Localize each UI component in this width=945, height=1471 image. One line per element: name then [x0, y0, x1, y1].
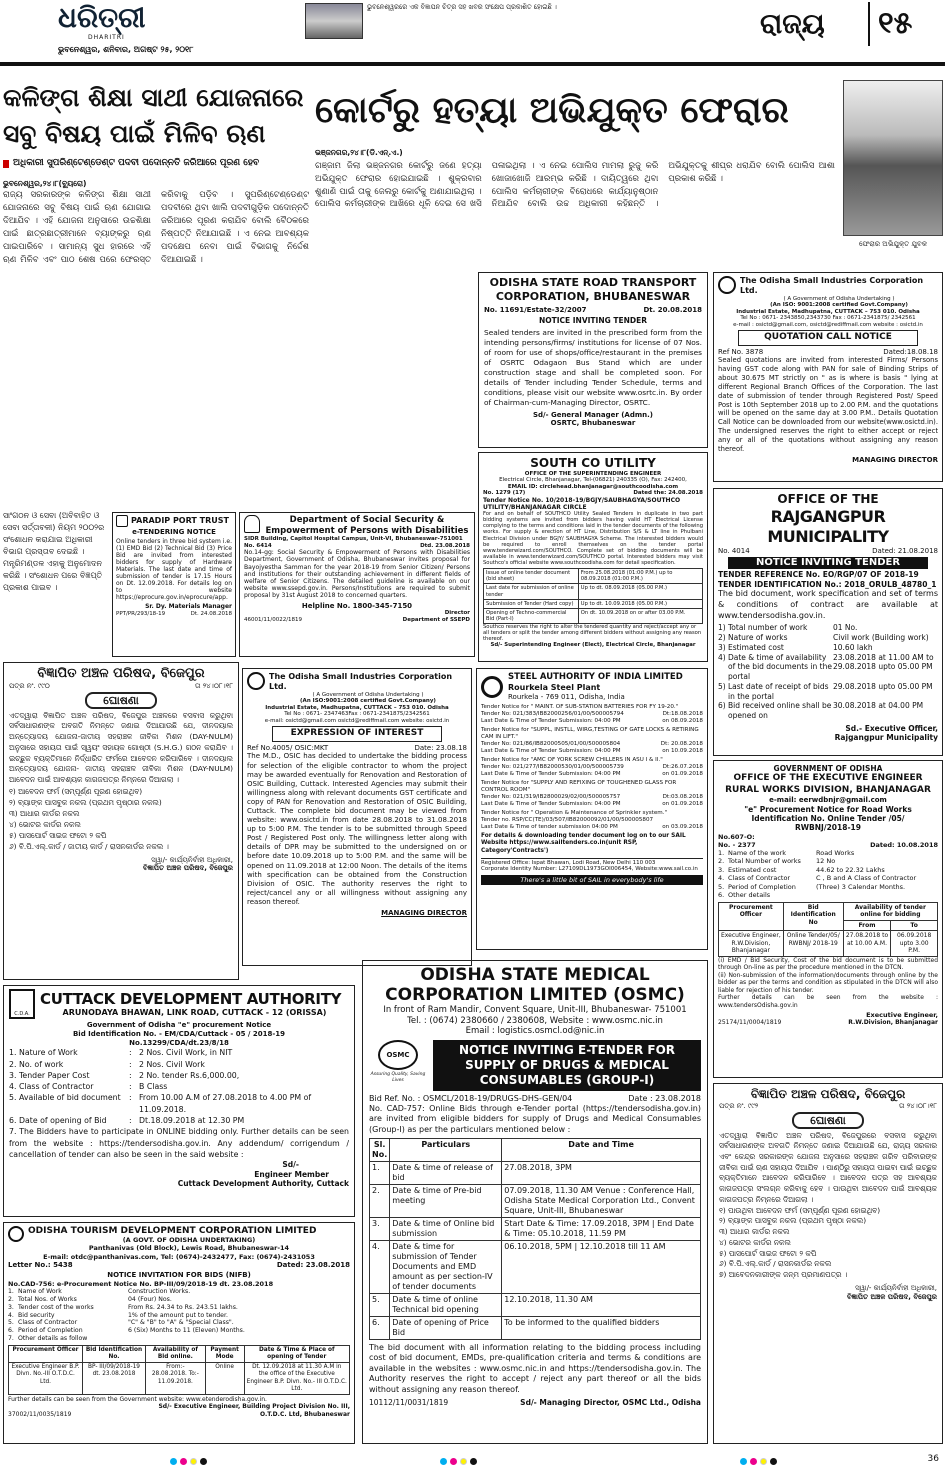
- rw-table: [718, 902, 938, 957]
- vij1-items: [9, 786, 233, 853]
- osmc-intro: No. CAD-757: Online Bids through e-Tender portal (https://tendersodisha.gov.in) are invited from eligible bidders for supply of Drugs and Medical Consumables (Group-I) as per the particulars mentioned below :: [369, 1103, 701, 1134]
- list-item: ୫) ପାସପୋର୍ଟ ସାଇଜ ଫଟୋ ୨ କପି: [719, 1248, 817, 1258]
- osic-ref: Ref No. 3878: [718, 347, 764, 356]
- list-item: Tender Notice for " Operation & Maintenance of Sprinkler system." Tender no. RSP/CC(TE)/03/507/IB82000092/01/00/500005807 Last Date & Time of tender submission 04:00 PM on 03.09.2018: [481, 810, 703, 831]
- list-item: 3. Estimated cost 44.62 to 22.32 Lakhs: [718, 865, 885, 874]
- osic-addr: Industrial Estate, Madhupatna, CUTTACK – 753 010. Odisha: [736, 308, 920, 315]
- cda-sign-3: Cuttack Development Authority, Cuttack: [177, 1178, 349, 1188]
- vij2-heading: ଘୋଷଣା: [792, 1112, 864, 1129]
- list-item: ୬) ବି.ପି.ଏଲ୍.କାର୍ଡ / ଜାତୀୟ କାର୍ଡ / ରାସନକାର୍ଡର ନକଲ ।: [9, 842, 169, 852]
- banner-news: [367, 3, 747, 55]
- otdc-sub-2: Panthanivas (Old Block), Lewis Road, Bhubaneswar-14: [88, 1243, 290, 1252]
- eoi-sub-1: ( A Government of Odisha Undertaking ): [312, 692, 424, 698]
- logo-subtext: DHARITRI: [88, 34, 125, 41]
- section-label: [760, 4, 860, 44]
- accused-photo: [843, 80, 943, 236]
- section-title: ରାଜ୍ୟ: [760, 7, 825, 40]
- list-item: 4. Bid security 1% of the amount put to tender.: [8, 1311, 228, 1319]
- photo-caption: ଫେରାର ଅଭିଯୁକ୍ତ ଯୁବକ: [858, 240, 927, 248]
- list-item: ୬) ବି.ପି.ଏଲ୍.କାର୍ଡ / ରାସନକାର୍ଡର ନକଲ: [719, 1259, 832, 1269]
- list-item: 2. No. of work : 2 Nos. Civil Work: [9, 1059, 205, 1069]
- osmc-table: [369, 1138, 701, 1340]
- table-row: 4. Date & time for submission of Tender Documents and EMD amount as per section-IV of tender documents 06.10.2018, 5PM | 12.10.2018 till 11 AM: [370, 1241, 701, 1294]
- rgp-sign-1: Sd.- Executive Officer,: [845, 723, 938, 733]
- southco-notice: Tender Notice No. 10/2018-19/BGJY/SAUBHAGYA/SOUTHCO UTILITY/BHANJANAGAR CIRCLE: [483, 496, 681, 512]
- list-item: ୧) ପାଉଥିବା ଆବେଦନ ଫର୍ମ (ସମ୍ପୂର୍ଣ୍ଣ ପୂରଣ ହୋଇଥିବ): [719, 1205, 881, 1215]
- registration-dot: [200, 1458, 207, 1465]
- ad-sail: [476, 668, 708, 950]
- ad-cda: [3, 985, 355, 1217]
- table-row: Submission of Tender (Hard copy) Up to dt. 10.09.2018 (05.00 P.M.): [484, 599, 703, 608]
- list-item: 1) Total number of work 01 No.: [718, 623, 858, 633]
- eoi-sign: MANAGING DIRECTOR: [381, 909, 467, 918]
- southco-footer: Southco reserves the right to alter the tendered quantity and reject/accept any or all tenders or split the tender among different bidders without assigning any reason thereof.: [483, 624, 702, 643]
- banner-text: ଭୁବନେଶ୍ୱରରେ ଏକ ବିଜ୍ଞାପନ ଚିତ୍ର ସହ ଖବର ସଂକ୍ଷେପ ପ୍ରକାଶିତ ହୋଇଛି ।: [367, 3, 557, 11]
- otdc-logo-icon: [8, 1226, 24, 1242]
- list-item: 4. Class of Contractor C , B and A Class of Contractor: [718, 874, 917, 883]
- list-item: ୪) ଭୋଟର କାର୍ଡର ନକଲ: [9, 820, 81, 830]
- masthead: [0, 0, 945, 72]
- ad-paradip: [112, 512, 236, 657]
- registration-dot: [440, 1458, 447, 1465]
- headline-line-1: କଳିଙ୍ଗ ଶିକ୍ଷା ସାଥୀ ଯୋଜନାରେ: [3, 83, 304, 112]
- footer-page-number: 36: [927, 1454, 939, 1464]
- osmc-email: Email : logistics.osmcl.od@nic.in: [465, 1026, 605, 1037]
- rgp-title-1: OFFICE OF THE: [777, 492, 879, 506]
- banner-photo: [305, 3, 363, 39]
- story-fugitive: [315, 80, 943, 270]
- eoi-tel: Tel No : 0671- 2347463Fax : 0671-2341875/2342561: [284, 711, 430, 718]
- cda-sign-1: Sd/-: [282, 1160, 299, 1170]
- osic-sub-1: ( A Government of Odisha Undertaking ): [783, 296, 895, 302]
- table-row: 2. Date & time of Pre-bid meeting 07.09.2018, 11.30 AM Venue : Conference Hall, Odisha State Medical Corporation Ltd., Convent Square, Unit-III, Bhubaneswar: [370, 1185, 701, 1218]
- vij2-no: ପତ୍ର ନଂ. ୯୯୨: [719, 1102, 759, 1110]
- cda-addr: ARUNODAYA BHAWAN, LINK ROAD, CUTTACK - 12 (ORISSA): [62, 1008, 327, 1018]
- sail-logo-icon: [481, 676, 503, 698]
- vij1-heading: ଘୋଷଣା: [85, 692, 157, 709]
- paradip-body: Online tenders in three bid system i.e. (1) EMD Bid (2) Technical Bid (3) Price Bid are invited from interested bidders for supply of Hardware Materials. The last date and time of submission of tender is 17.15 Hours on Dt. 12.09.2018. For details log on to website https://eprocure.gov.in/eprocure/app.: [116, 537, 232, 602]
- ssepd-no: No. 6414: [244, 542, 272, 549]
- osic-sign: MANAGING DIRECTOR: [852, 455, 938, 464]
- date-line: ଭୁବନେଶ୍ୱର, ଶନିବାର, ଅଗଷ୍ଟ ୨୫, ୨୦୧୮: [58, 45, 194, 54]
- table-header: Sl. No. Particulars Date and Time: [370, 1139, 701, 1162]
- ad-ssepd: [239, 512, 475, 657]
- paradip-heading: e-TENDERING NOTICE: [132, 528, 216, 536]
- list-item: 7. Other details as follow: [8, 1334, 88, 1342]
- osmc-bid-ref: Bid Ref. No. : OSMCL/2018-19/DRUGS-DHS-GEN/04: [369, 1093, 573, 1103]
- list-item: 5) Last date of receipt of bids in the portal 29.08.2018 upto 05.00 PM: [718, 681, 933, 701]
- eoi-sub-2: (An ISO:9001:2008 certified Govt.Company): [300, 698, 436, 705]
- vij1-title: ବିଜ୍ଞାପିତ ଅଞ୍ଚଳ ପରିଷଦ, ବିଜେପୁର: [37, 666, 205, 681]
- list-item: Tender Notice for " MAINT. OF SUB-STATION BATTERIES FOR FY 19-20." Tender No: 021/383/IB82000256/01/00/500005794 Dt:18.08.2018 Last Date & Time of Tender Submission: 04:00 PM on 08.09.2018: [481, 704, 703, 725]
- registration-dot: [760, 1458, 767, 1465]
- list-item: 6. Date of opening of Bid : Dt.18.09.2018 at 12.30 PM: [9, 1116, 245, 1126]
- list-item: 2) Nature of works Civil work (Building work): [718, 633, 929, 643]
- vij1-no: ପତ୍ର ନଂ. ୯୯୦: [9, 682, 50, 691]
- registration-dot: [170, 1458, 177, 1465]
- registration-dot: [770, 1458, 777, 1465]
- ad-otdc: [3, 1222, 355, 1444]
- osmc-bid-date: Date : 23.08.2018: [628, 1093, 701, 1103]
- osmc-code: 10112/11/0031/1819: [369, 1398, 449, 1407]
- list-item: 4) Date & time of availability of the bid documents in the portal 23.08.2018 at 11.00 AM to 29.08.2018 upto 05.00 PM: [718, 652, 934, 682]
- registration-dot: [750, 1458, 757, 1465]
- osrtc-title-2: CORPORATION, BHUBANESWAR: [495, 289, 691, 303]
- table-row: 6. Date of opening of Price Bid To be informed to the qualified bidders: [370, 1317, 701, 1340]
- list-item: 2. Total Nos. of Works 04 (Four) Nos.: [8, 1296, 172, 1304]
- vij2-title: ବିଜ୍ଞାପିତ ଅଞ୍ଚଳ ପରିଷଦ, ବିଜେପୁର: [750, 1087, 906, 1101]
- table-header: Procurement Officer Bid Identification No Availability of tender online for bidding: [719, 902, 938, 920]
- table-row: Executive Engineer, R.W.Division, Bhanjanagar Online Tender/05/ RWBNJ/ 2018-19 27.08.2018 to at 10.00 A.M. 06.09.2018 upto 3.00 P.M.: [719, 931, 938, 957]
- ssepd-code: 46001/11/0022/1819: [244, 617, 303, 624]
- rw-rows: [718, 849, 938, 900]
- sail-footer: For details & downloading tender document log on to our SAIL Website https://www.sailtenders.co.in(unit RSP, Category'Contracts'): [481, 833, 686, 854]
- ad-osic-eoi: [242, 668, 472, 966]
- vij2-items: [719, 1206, 937, 1281]
- osrtc-subtitle: NOTICE INVITING TENDER: [538, 316, 648, 326]
- otdc-sign-2: O.T.D.C. Ltd, Bhubaneswar: [259, 1410, 350, 1418]
- list-item: 3. Tender cost of the works From Rs. 24.34 to Rs. 243.51 lakhs.: [8, 1303, 238, 1311]
- cda-sub-2: Bid Identification No. - EM/CDA/Cuttack - 05 / 2018-19: [72, 1029, 286, 1038]
- cda-logo: C.D.A.: [9, 989, 35, 1019]
- osmc-title-2: CORPORATION LIMITED (OSMC): [385, 985, 685, 1005]
- story-kalinga: [3, 80, 309, 510]
- ssepd-sign-1: Director: [444, 610, 470, 617]
- otdc-date: Dated: 23.08.2018: [276, 1260, 350, 1269]
- osrtc-sign-2: OSRTC, Bhubaneswar: [550, 419, 636, 428]
- registration-dot: [190, 1458, 197, 1465]
- ship-icon: [116, 515, 128, 527]
- rw-notes: (i) EMD / Bid Security, Cost of the bid document is to be submitted through On-line as per the procedure mentioned in the DTCN. (ii) Non-submission of the information/documents through online by the bidder as per the terms and condition as stipulated in the DTCN will also liable for rejection of his tender. Further details can be seen from the website : www.tendersOdisha.gov.in: [718, 956, 938, 1009]
- ssepd-title-2: Empowerment of Persons with Disabilities: [265, 525, 469, 536]
- list-item: Tender Notice for "SUPPLY AND REFIXING OF TOUGHENED GLASS FOR CONTROL ROOM" Tender No: 021/319/IB2800029/02/00/500005757 Dt:03.08.2018 Last Date & Time of Tender Submission: 04:00 PM on 01.09.2018: [481, 780, 703, 808]
- sail-notices: [481, 704, 703, 831]
- rw-title-1: OFFICE OF THE EXECUTIVE ENGINEER: [733, 773, 923, 784]
- list-item: 3. Tender Paper Cost : 2 No. tender Rs.6,000.00,: [9, 1070, 240, 1080]
- ad-rajgangpur: [713, 488, 943, 756]
- sail-title: STEEL AUTHORITY OF INDIA LIMITED: [508, 672, 683, 682]
- subhead: ଅଧିକାରୀ ସୁପରିଣ୍ଟେଣ୍ଡେଣ୍ଟ ପଦବୀ ପଦୋନ୍ନତି ଜରିଆରେ ପୂରଣ ହେବ: [3, 158, 309, 169]
- list-item: ୨) ବ୍ୟାଙ୍କ ପାସବୁକ ନକଲ (ପ୍ରଥମ ପୃଷ୍ଠା ନକଲ): [719, 1216, 867, 1226]
- cda-sign-2: Engineer Member: [254, 1169, 329, 1179]
- table-row: Last date for submission of online tender Up to dt. 08.09.2018 (05.00 P.M.): [484, 584, 703, 599]
- ad-osic-quotation: [713, 272, 943, 482]
- southco-ref: No. 1279 (17): [483, 490, 526, 497]
- otdc-sub-3: E-mail: otdc@panthanivas.com, Tel: (0674)-2432477, Fax: (0674)-2431053: [43, 1252, 315, 1261]
- osic-logo-icon: [718, 276, 736, 294]
- headline: କୋର୍ଟରୁ ହତ୍ୟା ଅଭିଯୁକ୍ତ ଫେରାର: [315, 90, 789, 131]
- rgp-heading: NOTICE INVITING TENDER: [728, 557, 928, 570]
- list-item: 2. Total Number of works 12 No: [718, 857, 836, 866]
- rgp-ref-1: TENDER REFERENCE No. EO/RGP/07 OF 2018-19: [718, 570, 919, 580]
- rgp-rows: [718, 623, 938, 721]
- list-item: 5. Available of bid document : From 10.00 A.M of 27.08.2018 to 4.00 PM of 11.09.2018.: [9, 1093, 312, 1114]
- ssepd-sign-2: Department of SSEPD: [402, 617, 470, 624]
- vij2-sign-2: ବିଜ୍ଞାପିତ ଅଞ୍ଚଳ ପରିଷଦ, ବିଜେପୁର: [846, 1292, 937, 1301]
- list-item: 4. Class of Contractor : B Class: [9, 1082, 168, 1092]
- rgp-date: Dated: 21.08.2018: [872, 547, 938, 555]
- rw-gov: GOVERNMENT OF ODISHA: [773, 764, 883, 773]
- table-row: Issue of online tender document (bid sheet) From 25.08.2018 (01:00 P.M.) up to 08.09.2018 (01:00 P.M.): [484, 569, 703, 584]
- osic-heading: QUOTATION CALL NOTICE: [738, 330, 918, 345]
- osic-sub-2: (An ISO: 9001:2008 certified Govt.Company): [770, 302, 908, 309]
- cda-no: No.13299/CDA/dt.23/8/18: [129, 1038, 229, 1047]
- vij1-sign-1: ସ୍ୱା/- କାର୍ଯ୍ୟନିର୍ବାହୀ ଅଧିକାରୀ,: [151, 855, 233, 864]
- osrtc-body: Sealed tenders are invited in the prescribed form from the intending persons/firms/ institutions for license of 07 Nos. of room for use of shops/office/restaurant in the premises of OSRTC Odagaon Bus Stand which are under construction stage and shall be completed soon. For details of Tender including Tender Schedule, terms and conditions, please visit our website www.osrtc.in. By order of Chairman-cum-Managing Director, OSRTC.: [484, 327, 702, 407]
- ad-vijnapti-1: [3, 662, 239, 980]
- sail-reg-1: Registered Office: Ispat Bhawan, Lodi Road, New Delhi 110 003: [481, 859, 656, 866]
- otdc-code: 37002/11/0035/1819: [8, 1410, 72, 1418]
- osrtc-title-1: ODISHA STATE ROAD TRANSPORT: [489, 276, 697, 289]
- story-body: ଗଞ୍ଜାମ ଜିଲା ଭଞ୍ଜନଗର କୋର୍ଟରୁ ଜଣେ ହତ୍ୟା ଅଭିଯୁକ୍ତ ଫେରାର ହୋଇଯାଇଛି । ଶୁକ୍ରବାର ଶୁଣାଣି ପାଇଁ ତାକୁ ଜେଲରୁ କୋର୍ଟକୁ ଅଣାଯାଇଥିଲା । ପୋଲିସ କର୍ମଚାରୀଙ୍କ ଆଖିରେ ଧୂଳି ଦେଇ ସେ ଖସି ପଳାଇଥିଲା । ଏ ନେଇ ପୋଲିସ ମାମଲା ରୁଜୁ କରି ଖୋଜାଖୋଜି ଆରମ୍ଭ କରିଛି । ଦାୟିତ୍ୱରେ ଥିବା ପୋଲିସ କର୍ମଚାରୀଙ୍କ ବିରୋଧରେ କାର୍ଯ୍ୟାନୁଷ୍ଠାନ ନିଆଯିବ ବୋଲି ଉଚ୍ଚ ଅଧିକାରୀ କହିଛନ୍ତି । ଅଭିଯୁକ୍ତକୁ ଶୀଘ୍ର ଧରାଯିବ ବୋଲି ପୋଲିସ ଆଶା ପ୍ରକାଶ କରିଛି ।: [315, 161, 835, 210]
- table-header: From To: [719, 920, 938, 931]
- osmc-logo-icon: OSMC: [378, 1040, 418, 1070]
- list-item: Tender Notice for "AMC OF YORK SCREW CHILLERS IN ASU I & II." Tender No: 021/277/IB82000530/01/00/500005739 Dt:26.07.2018 Last Date & Time of Tender Submission: 04:00 PM on 01.09.2018: [481, 757, 703, 778]
- rw-title-2: RURAL WORKS DIVISION, BHANJANAGAR: [725, 784, 931, 795]
- osic-tel: Tel No : 0671- 2343850,2343730 Fax : 0671-2341875/ 2342561: [740, 315, 916, 322]
- osrtc-date: Dt. 20.08.2018: [643, 305, 702, 314]
- rw-notice-1: "e" Procurement Notice for Road Works: [744, 804, 912, 814]
- osmc-title-1: ODISHA STATE MEDICAL: [420, 965, 650, 985]
- ssepd-addr: SIDR Building, Capitol Hospital Campus, Unit-VI, Bhubaneswar-751001: [244, 536, 463, 543]
- sail-reg-2: Corporate Identity Number: L27109DL1973GOI006454, Website:www.sail.co.in: [481, 866, 698, 873]
- eoi-addr: Industrial Estate, Madhupatna, CUTTACK – 753 010. Odisha: [265, 704, 449, 711]
- bullet-icon: [3, 160, 9, 168]
- list-item: 6) Bid received online shall be opened on 30.08.2018 at 04.00 PM: [718, 701, 924, 721]
- vij1-date: ତା ୨୪।୦୮।୧୮: [194, 682, 233, 691]
- rgp-title-2: RAJGANGPUR MUNICIPALITY: [767, 507, 889, 546]
- otdc-letter: Letter No.: 5438: [8, 1260, 73, 1269]
- otdc-sub-1: (A GOVT. OF ODISHA UNDERTAKING): [122, 1236, 256, 1245]
- story-dateline: ଭୁବନେଶ୍ୱର,୨୪।୮(ବ୍ୟୁରୋ): [3, 179, 87, 189]
- southco-sub-1: OFFICE OF THE SUPERINTENDING ENGINEER: [524, 471, 662, 477]
- ssepd-helpline: Helpline No. 1800-345-7150: [301, 601, 413, 610]
- otdc-subheading: No.CAD-756: e-Procurement Notice No. BP-III/09/2018-19 dt. 23.08.2018: [8, 1280, 274, 1289]
- list-item: 6. Other details: [718, 891, 771, 900]
- registration-dot: [180, 1458, 187, 1465]
- table-header: Procurement Officer Bid Identification No. Availability of Bid online. Payment Mode Date & Time & Place of opening of Tender: [9, 1345, 350, 1362]
- osrtc-ref: No. 11691/Estate-32/2007: [484, 305, 587, 314]
- southco-date: Dated the: 24.08.2018: [633, 490, 703, 497]
- southco-sign: Sd/- Superintending Engineer (Elect), Electrical Circle, Bhanjanagar: [490, 642, 696, 649]
- vij2-sign-1: ସ୍ୱା/- କାର୍ଯ୍ୟନିର୍ବାହୀ ଅଧିକାରୀ,: [855, 1283, 937, 1292]
- eoi-ref: Ref No.4005/ OSIC:MKT: [247, 743, 329, 752]
- eoi-date: Date: 23.08.18: [414, 743, 467, 752]
- ssepd-body: No.14-gg: Social Security & Empowerment of Persons with Disabilities Department, Government of Odisha, Bhubaneswar invites proposal for Bayojyestha Samman for the year 2018-19 from Senior Citizen/ Persons and Institutions for their outstanding achievement in different fields of welfare of Senior Citizens. The detailed guideline is available on our website www.ssepd.gov.in. Persons/Institutions are required to submit proposal by 31st August 2018 to concerned quarters.: [244, 549, 470, 600]
- osmc-heading: NOTICE INVITING E-TENDER FOR SUPPLY OF DRUGS & MEDICAL CONSUMABLES (GROUP-I): [433, 1040, 701, 1091]
- rw-no: No.607-O:: [718, 832, 755, 841]
- sail-sub-1: Rourkela Steel Plant: [508, 682, 601, 692]
- otdc-table: [8, 1345, 350, 1395]
- rw-notice-2: Identification No. Online Tender /05/: [751, 814, 905, 823]
- vij2-date: ତା ୨୪।୦୮।୧୮: [898, 1102, 937, 1110]
- list-item: ୩) ଆଧାର କାର୍ଡର ନକଲ: [9, 809, 80, 819]
- story-continuation: ସାଂଗଠନ ଓ ସେବା (ଅବିବାହିତ ଓ ସେବା ସର୍ତ୍ତାବଳୀ) ନିୟମ ୨୦୦୨ର ସଂଶୋଧନ କରାଯାଇ ଅଧିକାରୀ ବିଭାଗ ପ୍ରସ୍ତାବ ଦେଇଛି । ମନ୍ତ୍ରିମଣ୍ଡଳ ଏହାକୁ ଅନୁମୋଦନ କରିଛି । ସଂଶୋଧନ ପରେ ବିଜ୍ଞପ୍ତି ପ୍ରକାଶ ପାଇବ ।: [3, 511, 105, 592]
- registration-dot: [740, 1458, 747, 1465]
- osmc-body: The bid document with all information relating to the bidding process including cost of bid document, EMDs, pre-qualification criteria and terms & conditions are available in the websites : www.osmc.nic.in and https://tendersodisha.gov.in. The Authority reserves the right to accept / reject any part thereof or all the bids without assigning any reason thereof.: [369, 1343, 701, 1394]
- osic-email: e-mail : osictd@gmail.com, osictd@rediffmail.com website : osictd.in: [733, 321, 923, 328]
- osmc-logo: OSMC Assuring Quality, Saving Lives: [369, 1040, 427, 1091]
- rw-code: 25174/11/0004/1819: [718, 1019, 782, 1027]
- vij1-body: ଏତଦ୍ୱାରା ବିଜ୍ଞାପିତ ଅଞ୍ଚଳ ପରିଷଦ, ବିଜେପୁର ଅଞ୍ଚଳରେ ବସବାସ କରୁଥିବା ସର୍ବସାଧାରଣଙ୍କ ଅବଗତି ନିମନ୍ତେ ଜଣାଇ ଦିଆଯାଉଛି ଯେ, ଦୀନଦୟାଲ ଅନ୍ତ୍ୟୋଦୟ ଯୋଜନା-ଜାତୀୟ ସହରାଞ୍ଚଳ ଜୀବିକା ମିଶନ (DAY-NULM) ଅନୁସାରେ ସହାୟତା ପାଇଁ ସ୍ୱୟଂ ସହାୟକ ଗୋଷ୍ଠୀ (S.H.G.) ଗଠନ କରାଯିବ । ଇଚ୍ଛୁକ ବ୍ୟକ୍ତିମାନେ ନିର୍ଦ୍ଧାରିତ ଫର୍ମରେ ଆବେଦନ କରିପାରିବେ । ଦୀନଦୟାଲ ଅନ୍ତ୍ୟୋଦୟ ଯୋଜନା- ଜାତୀୟ ସହରାଞ୍ଚଳ ଜୀବିକା ମିଶନ (DAY-NULM) ଆବେଦନ ପାଇଁ ଆବଶ୍ୟକ କାଗଜପତ୍ର ନିମ୍ନରେ ଦିଆଗଲା ।: [9, 710, 233, 785]
- logo-text: ଧରିତ୍ରୀ: [58, 2, 146, 34]
- southco-table: [483, 568, 703, 624]
- ad-vijnapti-2: [713, 1083, 943, 1444]
- otdc-title: ODISHA TOURISM DEVELOPMENT CORPORATION LIMITED: [28, 1226, 317, 1236]
- list-item: ୪) ଭୋଟର କାର୍ଡର ନକଲ: [719, 1237, 791, 1247]
- registration-dot: [450, 1458, 457, 1465]
- vij2-body: ଏତଦ୍ୱାରା ବିଜ୍ଞାପିତ ଅଞ୍ଚଳ ପରିଷଦ, ବିଜେପୁରରେ ବସବାସ କରୁଥିବା ସର୍ବସାଧାରଣଙ୍କ ଅବଗତି ନିମନ୍ତେ ଜଣାଇ ଦିଆଯାଉଛି ଯେ, ରାଜ୍ୟ ସରକାର ଏବଂ କେନ୍ଦ୍ର ସରକାରଙ୍କ ଯୋଜନା ଅନୁସାରେ ସହରାଞ୍ଚଳ ଗରିବ ପରିବାରଙ୍କ ଜୀବିକା ପାଇଁ ଋଣ ସହାୟତା ଦିଆଯିବ । ପାଣ୍ଠିରୁ ସହାୟତା ପାଇବା ପାଇଁ ଇଚ୍ଛୁକ ବ୍ୟକ୍ତିମାନେ ଆବେଦନ କରିପାରିବେ । ଆବେଦନ ପତ୍ର ସହ ଆବଶ୍ୟକ କାଗଜପତ୍ର ସଂଲଗ୍ନ କରିବାକୁ ହେବ । ପାଉଥିବା ଆବେଦନ ପାଇଁ ଆବଶ୍ୟକ କାଗଜପତ୍ର ନିମ୍ନରେ ଦିଆଗଲା ।: [719, 1130, 937, 1204]
- cda-rows: [9, 1047, 349, 1126]
- ad-osrtc: [478, 272, 708, 448]
- table-row: Opening of Techno-commercial Bid (Part-I) On dt. 10.09.2018 on or after 03.00 P.M.: [484, 608, 703, 623]
- paradip-title: PARADIP PORT TRUST: [131, 516, 229, 525]
- list-item: 1. Name of Work Construction Works.: [8, 1288, 191, 1296]
- eoi-email: e-mail: osictd@gmail.com osictd@rediffmail.com website: osictd.in: [264, 717, 450, 724]
- masthead-rule: [0, 62, 945, 66]
- rw-sign-1: Executive Engineer,: [866, 1011, 938, 1020]
- registration-dot: [470, 1458, 477, 1465]
- cda-line7: 7. The Bidders have to participate in ONLINE bidding only. Further details can be seen from the website : https://tendersodisha.gov.in. Any addendum/ corrigendum / cancellation of tender can also be seen in the said website :: [9, 1127, 349, 1159]
- ad-osmc: [362, 960, 708, 1444]
- story-dateline: ଭଞ୍ଜନଗର,୨୪।୮(ଡି.ଏନ୍.ଏ.): [315, 148, 403, 157]
- table-row: Executive Engineer B.P. Divn. No.-III O.T.D.C. Ltd. BP- III/09/2018-19 dt. 23.08.2018 From:- 28.08.2018. To:- 11.09.2018. Online Dt. 12.09.2018 at 11.30 A.M in the office of the Executive Engineer B.P. Divn. No.- III O.T.D.C. Ltd.: [9, 1363, 350, 1395]
- osic-logo-icon: [247, 672, 265, 690]
- osmc-sign: Sd/- Managing Director, OSMC Ltd., Odisha: [520, 1398, 701, 1407]
- rw-date: Dated: 10.08.2018: [870, 840, 938, 849]
- osmc-addr: In front of Ram Mandir, Convent Square, Unit-III, Bhubaneswar- 751001: [383, 1005, 687, 1015]
- eoi-body: The M.D., OSIC has decided to undertake the bidding process for selection of the eligible contractor to whom the project may be awarded eventually for Renovation and Restoration of OSIC Building, Cuttack. Interested Agencies may submit their willingness along with relevant documents GST certificate and copy of PAN for Renovation and Restoration of OSIC Building, Cuttack. The complete bid document may be viewed from website: www.osictd.in from date 28.08.2018 to 31.08.2018 up to 5:00 P.M. The tender is to be submitted through Speed Post / Registered Post only. The willingness letter along with details of DPR may be submitted to the undersigned on or before date 10.09.2018 up to 5:00 P.M. and the same will be opened on 11.09.2018 at 12:00 Noon. The details of the items with specification can be obtained from the Construction Division of OSIC. The authority reserves the right to reject/cancel any or all willingness without assigning any reason thereof.: [247, 752, 467, 906]
- southco-body: For and on behalf of SOUTHCO Utility Sealed Tenders in duplicate in two part bidding systems are invited from bidders having valid HT Electrical License complying to the terms and conditions laid in the tender documents of the following works. For supply & erection of HT Line, Distribution S/S & LT line in Phulbani Electrical Division under BGJY/ SAUBHAGYA Scheme. The interested bidders would be required to enroll themselves on the tender portal www.tenderwizard.com/SOUTHCO. Complete set of bidding documents will be available in www.tenderwizard.com/SOUTHCO portal. Interested bidders may visit Southco's official website www.southcoodisha.com for detail specification.: [483, 511, 703, 567]
- eoi-heading: EXPRESSION OF INTEREST: [272, 726, 442, 741]
- sail-tagline: There's a little bit of SAIL in everybody's life: [481, 875, 703, 885]
- story-body: ରାଜ୍ୟ ସରକାରଙ୍କ କଳିଙ୍ଗ ଶିକ୍ଷା ସାଥୀ ଯୋଜନାରେ ସବୁ ବିଷୟ ପାଇଁ ଋଣ ଯୋଗାଇ ଦିଆଯିବ । ଏହି ଯୋଜନା ଅନୁସାରେ ଉଚ୍ଚଶିକ୍ଷା ପାଇଁ ଛାତ୍ରଛାତ୍ରୀମାନେ ବ୍ୟାଙ୍କରୁ ଋଣ ପାଇପାରିବେ । ସାମାନ୍ୟ ସୁଧ ହାରରେ ଏହି ଋଣ ମିଳିବ ଏବଂ ପାଠ ଶେଷ ପରେ ଫେରସ୍ତ କରିବାକୁ ପଡ଼ିବ । ସୁପରିଣ୍ଟେଣ୍ଡେଣ୍ଟ ପଦବୀରେ ଥିବା ଖାଲି ପଦବୀଗୁଡ଼ିକ ପଦୋନ୍ନତି ଜରିଆରେ ପୂରଣ କରାଯିବ ବୋଲି ବୈଠକରେ ନିଷ୍ପତ୍ତି ନିଆଯାଇଛି । ଏ ନେଇ ଆବଶ୍ୟକ ପଦକ୍ଷେପ ନେବା ପାଇଁ ବିଭାଗକୁ ନିର୍ଦ୍ଦେଶ ଦିଆଯାଇଛି ।: [3, 189, 309, 266]
- paradip-code: PPT/PR/293/18-19: [116, 610, 166, 617]
- paradip-date: Dt. 24.08.2018: [190, 610, 232, 617]
- southco-title: SOUTH CO UTILITY: [530, 456, 656, 470]
- table-row: 1. Date & time of release of bid 27.08.2018, 3PM: [370, 1162, 701, 1185]
- southco-sub-2: Electrical Circle, Bhanjanagar, Tel-(06821) 240335 (O), Fax: 242400,: [499, 477, 687, 484]
- ssepd-title-1: Department of Social Security &: [289, 515, 445, 525]
- rgp-no: No. 4014: [718, 547, 750, 555]
- list-item: 3) Estimated cost 10.60 lakh: [718, 642, 873, 652]
- rgp-sign-2: Rajgangpur Municipality: [834, 733, 938, 743]
- table-row: 3. Date & time of Online bid submission Start Date & Time: 17.09.2018, 3PM | End Date & Time: 05.10.2018, 11.59 PM: [370, 1218, 701, 1241]
- osrtc-sign-1: Sd/- General Manager (Admn.): [533, 410, 653, 419]
- list-item: ୧) ଆବେଦନ ଫର୍ମ (ସମ୍ପୂର୍ଣ୍ଣ ପୂରଣ ହୋଇଥିବ): [9, 786, 143, 796]
- osmc-tel: Tel. : (0674) 2380660 / 2380608, Website : www.osmc.nic.in: [407, 1015, 663, 1026]
- logo: [58, 2, 158, 42]
- list-item: ୫) ପାସପୋର୍ଟ ସାଇଜ ଫଟୋ ୨ କପି: [9, 831, 107, 841]
- odisha-emblem-icon: [244, 515, 260, 533]
- list-item: 1. Nature of Work : 2 Nos. Civil Work, in NIT: [9, 1048, 233, 1058]
- rw-no2: No. - 2377: [718, 840, 756, 849]
- otdc-sign-1: Sd/- Executive Engineer, Building Project Division No. III,: [158, 1403, 350, 1411]
- rw-notice-3: RWBNJ/2018-19: [795, 823, 861, 833]
- cda-sub-1: Government of Odisha "e" procurement Notice: [86, 1021, 272, 1029]
- table-row: 5. Date & time of online Technical bid opening 12.10.2018, 11.30 AM: [370, 1294, 701, 1317]
- headline-line-2: ସବୁ ବିଷୟ ପାଇଁ ମିଳିବ ଋଣ: [3, 119, 266, 148]
- ad-rural-works: [713, 760, 943, 1078]
- eoi-title: The Odisha Small Industries Corporation Ltd.: [269, 672, 453, 691]
- ssepd-date: Dtd. 23.08.2018: [420, 542, 470, 549]
- print-registration-strip: [0, 1452, 945, 1471]
- rw-sign-2: R.W.Division, Bhanjanagar: [848, 1019, 938, 1027]
- osic-title: The Odisha Small Industries Corporation Ltd.: [740, 276, 924, 295]
- list-item: ୨) ବ୍ୟାଙ୍କ ପାସବୁକ ନକଲ (ପ୍ରଥମ ପୃଷ୍ଠାର ନକଲ): [9, 798, 162, 807]
- vij1-sign-2: ବିଜ୍ଞାପିତ ଅଞ୍ଚଳ ପରିଷଦ, ବିଜେପୁର: [142, 864, 233, 873]
- list-item: ୭) ଆବେଦନକାରୀଙ୍କ ଜନ୍ମ ପ୍ରମାଣପତ୍ର ।: [719, 1270, 848, 1280]
- sail-sub-2: Rourkela - 769 011, Odisha, India: [508, 692, 625, 701]
- list-item: ୩) ଆଧାର କାର୍ଡର ନକଲ: [719, 1227, 790, 1237]
- list-item: 1. Name of the work Road Works: [718, 849, 855, 857]
- registration-dot: [460, 1458, 467, 1465]
- otdc-footer: Further details can be seen from the Government website: www.etenderodisha.gov.in.: [8, 1395, 267, 1403]
- ad-southco: [478, 452, 708, 662]
- rw-email: e-mail: eerwdbnjr@gmail.com: [769, 795, 887, 804]
- paradip-sign: Sr. Dy. Materials Manager: [145, 603, 232, 611]
- list-item: 6. Period of Completion 6 (Six) Months to 11 (Eleven) Months.: [8, 1327, 245, 1335]
- page-number: ୧୫: [868, 2, 943, 46]
- otdc-heading: NOTICE INVITATION FOR BIDS (NIFB): [107, 1271, 251, 1280]
- southco-sub-3: EMAIL ID: circlehead.bhanjanagar@southcoodisha.com: [507, 483, 679, 490]
- rgp-ref-2: TENDER IDENTIFICATION No.: 2018_ORULB_48780_1: [718, 579, 937, 589]
- osic-date: Dated:18.08.18: [883, 347, 938, 356]
- rgp-body: The bid document, work specification and set of terms & conditions of contract are available at www.tendersodisha.gov.in.: [718, 589, 938, 620]
- list-item: Tender Notice for "SUPPL, INSTLL, WIRG,TESTING OF GATE LOCKS & RETIRING CAM IN LIFT." Tender No: 021/86/IB82000505/01/00/500005804 Dt: 20.08.2018 Last Date & Time of Tender Submission: 04:00 PM on 10.09.2018: [481, 727, 703, 755]
- list-item: 5. Class of Contractor "C" & "B" to "A" & "Special Class".: [8, 1319, 234, 1327]
- cda-title: CUTTACK DEVELOPMENT AUTHORITY: [40, 989, 342, 1008]
- osic-body: Sealed quotations are invited from interested Firms/ Persons having GST code along with PAN for sale of Binding Strips of about 30.675 MT strictly on " as is where is basis " lying at different Regional Branch Offices of the Corporation. The last date of submission of tender through Registered Post/ Speed Post is 10th September 2018 up to 2.00 P.M. and the quotations will be opened on the same day at 3.00 P.M.. Details Quotation Call Notice can be downloaded from our website(www.osictd.in). The undersigned reserves the right to either accept or reject any or all of the quotations without assigning any reason thereof.: [718, 356, 938, 453]
- list-item: 5. Period of Completion (Three) 3 Calendar Months.: [718, 882, 906, 891]
- otdc-rows: [8, 1288, 350, 1342]
